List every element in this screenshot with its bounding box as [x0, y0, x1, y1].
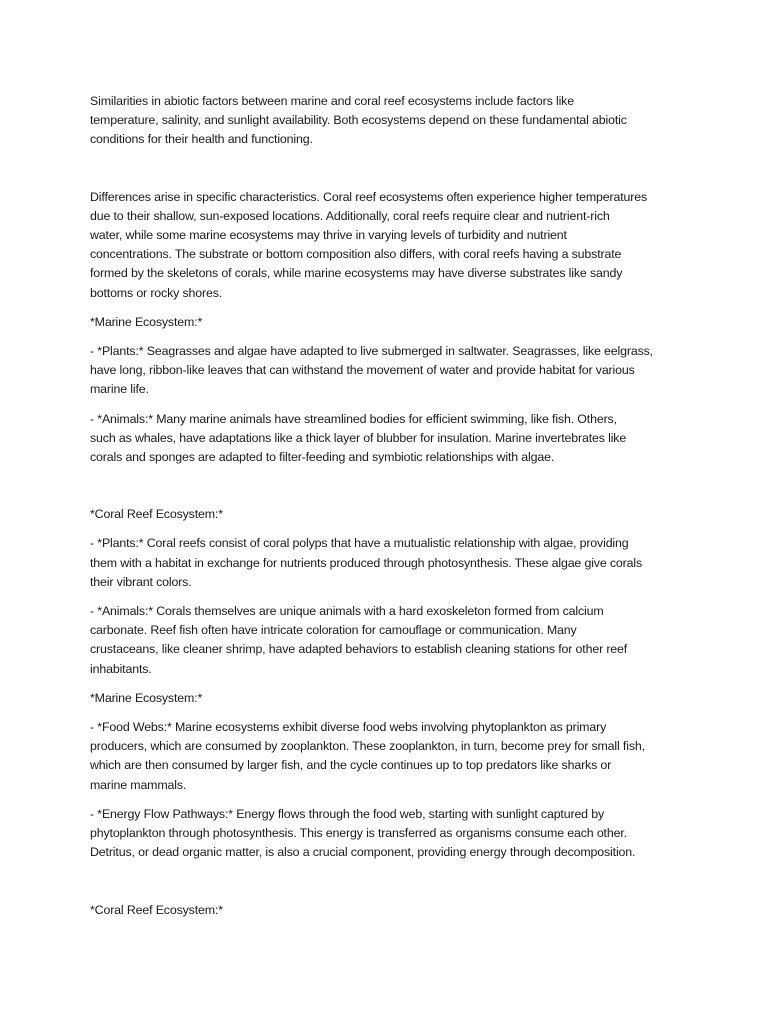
- paragraph-energy-flow: - *Energy Flow Pathways:* Energy flows through the food web, starting with sunlight captured by phytoplankton through photosynthesis. This energy is transferred as organisms consume each other. Detritus, or dead organic matter, is also a crucial component, providing energy through decomposition.: [90, 806, 636, 860]
- paragraph-coral-plants: - *Plants:* Coral reefs consist of coral polyps that have a mutualistic relationship with algae, providing them with a habitat in exchange for nutrients produced through photosynthesis. These algae give corals their vibrant colors.: [90, 536, 643, 589]
- paragraph-coral-animals: - *Animals:* Corals themselves are unique animals with a hard exoskeleton formed from calcium carbonate. Reef fish often have intricate coloration for camouflage or communication. Many crustaceans, like cleaner shrimp, have adapted behaviors to establish cleaning stations for other reef inhabitants.: [90, 604, 628, 676]
- paragraph-marine-animals: - *Animals:* Many marine animals have streamlined bodies for efficient swimming, like fish. Others, such as whales, have adaptations like a thick layer of blubber for insulation. Marine invertebrates like corals and sponges are adapted to filter-feeding and symbiotic relationships with algae.: [90, 411, 627, 465]
- heading-marine-ecosystem: *Marine Ecosystem:*: [90, 314, 203, 329]
- heading-marine-ecosystem-2: *Marine Ecosystem:*: [90, 690, 203, 705]
- paragraph-differences: Differences arise in specific characteristics. Coral reef ecosystems often experience higher temperatures due to their shallow, sun-exposed locations. Additionally, coral reefs require clear and nutrient-rich water, while some marine ecosystems may thrive in varying levels of turbidity and nutrient concentrations. The substrate or bottom composition also differs, with coral reefs having a substrate formed by the skeletons of corals, while marine ecosystems may have diverse substrates like sandy bottoms or rocky shores.: [90, 189, 647, 300]
- heading-coral-reef-ecosystem-2: *Coral Reef Ecosystem:*: [90, 902, 223, 917]
- paragraph-food-webs: - *Food Webs:* Marine ecosystems exhibit diverse food webs involving phytoplankton as primary producers, which are consumed by zooplankton. These zooplankton, in turn, become prey for small fish, which are then consumed by larger fish, and the cycle continues up to top predators like sharks or marine mammals.: [90, 720, 645, 792]
- document-page: [90, 92, 690, 920]
- paragraph-marine-plants: - *Plants:* Seagrasses and algae have adapted to live submerged in saltwater. Seagrasses, like eelgrass, have long, ribbon-like leaves that can withstand the movement of water and provide habitat for various marine life.: [90, 344, 653, 397]
- paragraph-abiotic-similarities: Similarities in abiotic factors between marine and coral reef ecosystems include factors like temperature, salinity, and sunlight availability. Both ecosystems depend on these fundamental abiotic conditions for their health and functioning.: [90, 94, 627, 147]
- heading-coral-reef-ecosystem: *Coral Reef Ecosystem:*: [90, 507, 223, 522]
